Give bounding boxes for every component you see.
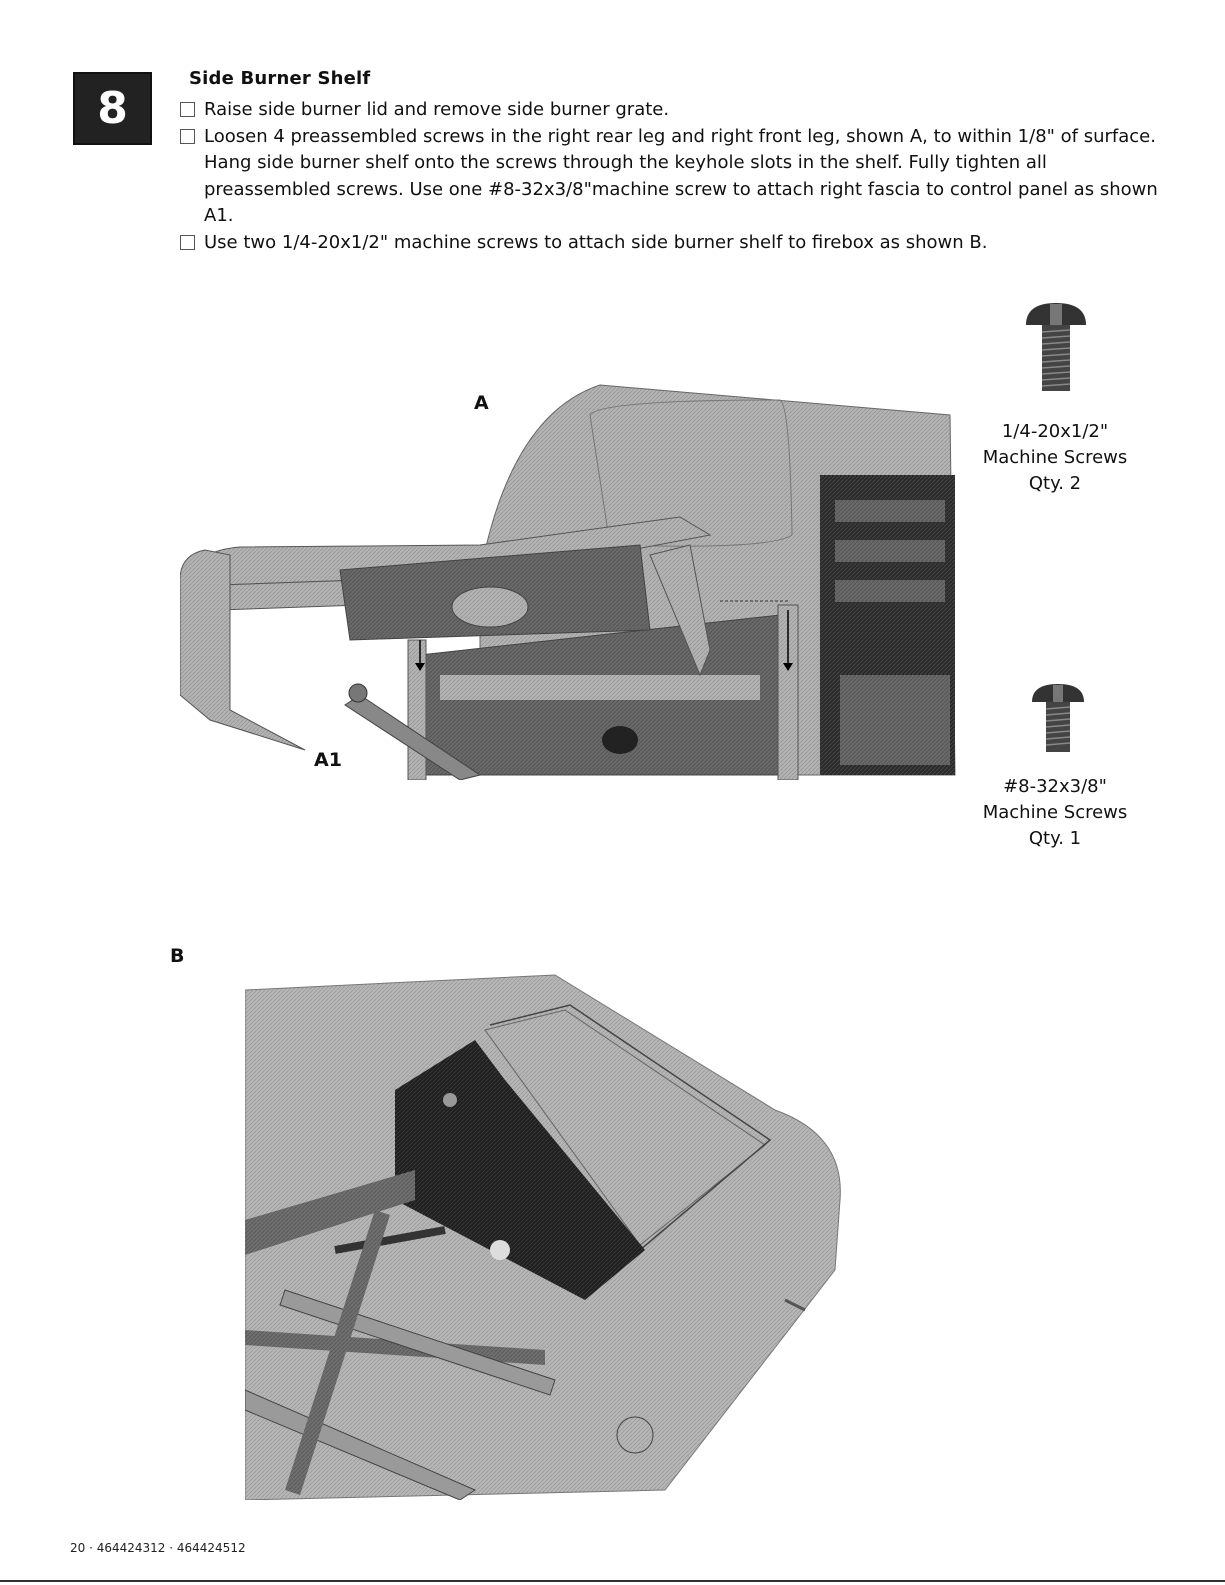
instruction-list xyxy=(178,97,1158,256)
checkbox-icon[interactable] xyxy=(180,129,195,144)
page-footer: 20 · 464424312 · 464424512 xyxy=(70,1541,246,1555)
screw-type: Machine Screws xyxy=(982,447,1128,468)
instruction-text: Raise side burner lid and remove side burner grate. xyxy=(204,99,670,120)
instruction-item xyxy=(178,97,1158,124)
screw-icon xyxy=(1020,300,1092,395)
screw-icon xyxy=(1028,682,1088,756)
screw-qty: Qty. 2 xyxy=(1028,473,1082,494)
screw-qty: Qty. 1 xyxy=(1028,828,1082,849)
figure-b-label: B xyxy=(170,945,185,967)
figure-b-illustration xyxy=(245,970,845,1500)
screw-size: 1/4-20x1/2" xyxy=(1001,421,1109,442)
checkbox-icon[interactable] xyxy=(180,235,195,250)
step-title: Side Burner Shelf xyxy=(189,68,371,89)
step-number-badge xyxy=(73,72,152,145)
page-bottom-rule xyxy=(0,1580,1225,1582)
figure-a1-label: A1 xyxy=(314,749,342,771)
checkbox-icon[interactable] xyxy=(180,102,195,117)
instruction-text: Use two 1/4-20x1/2" machine screws to attach side burner shelf to firebox as shown B. xyxy=(204,231,988,253)
figure-a-label: A xyxy=(474,392,489,414)
instruction-item xyxy=(178,124,1158,230)
screw-caption xyxy=(955,419,1155,497)
instruction-item xyxy=(178,230,1158,257)
screw-caption xyxy=(955,774,1155,852)
figure-a-illustration xyxy=(180,375,960,780)
step-number: 8 xyxy=(97,83,128,134)
screw-size: #8-32x3/8" xyxy=(1003,776,1107,797)
instruction-text: Loosen 4 preassembled screws in the right rear leg and right front leg, shown A, to within 1/8" of surface. Hang side burner shelf onto the screws through the keyhole slots in the shelf. Fully tighten all preassembled screws. Use one #8-32x3/8"machine screw to attach right fascia to control panel as shown A1. xyxy=(204,125,1158,226)
screw-type: Machine Screws xyxy=(982,802,1128,823)
